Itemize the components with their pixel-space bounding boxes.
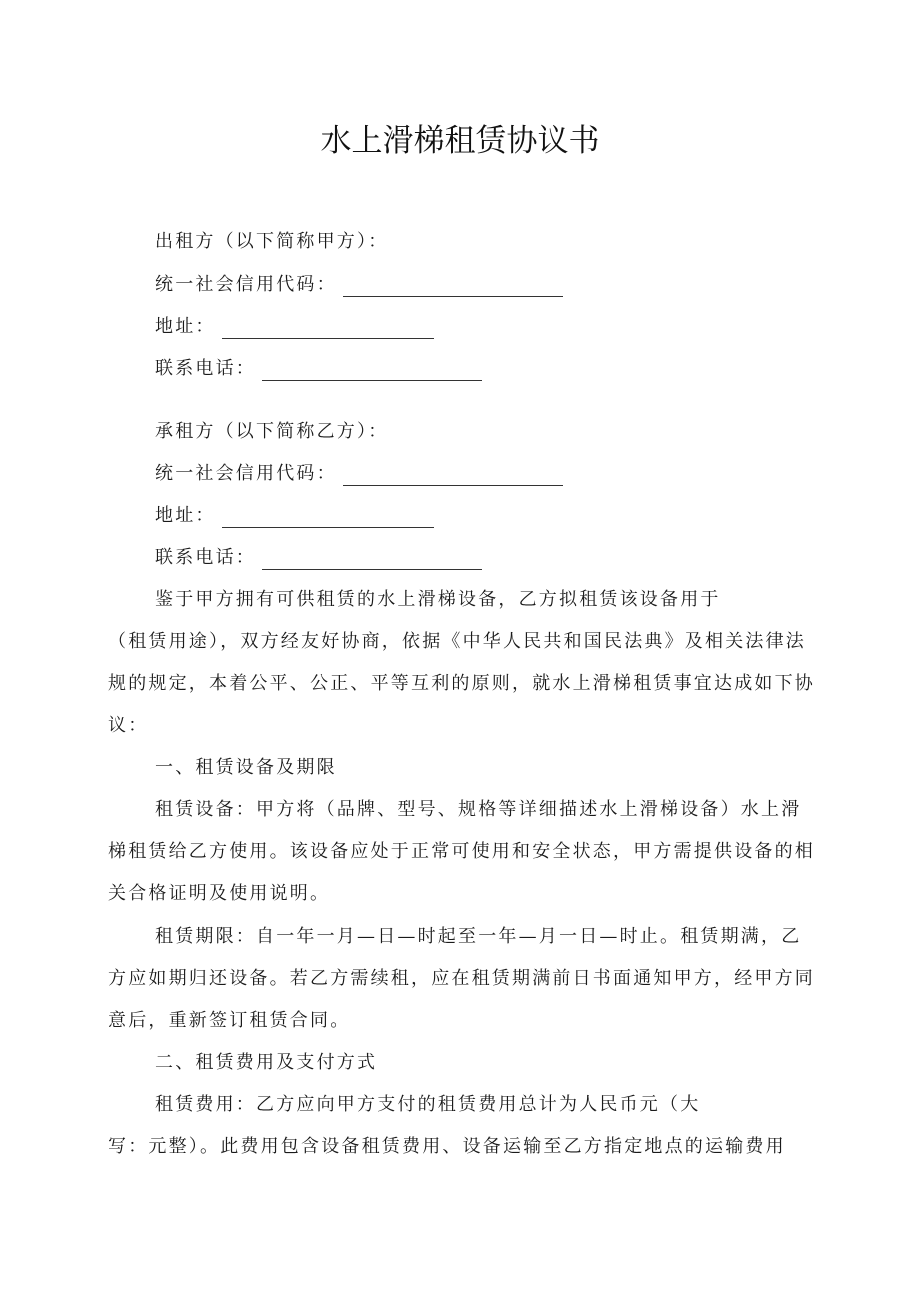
lessee-credit-code-label: 统一社会信用代码：: [155, 463, 337, 484]
lessor-phone-label: 联系电话：: [155, 358, 256, 379]
document-title: 水上滑梯租赁协议书: [320, 123, 600, 159]
paragraph-line: 写：元整）。此费用包含设备租赁费用、设备运输至乙方指定地点的运输费用: [108, 1136, 786, 1157]
lessor-address-row: [155, 315, 434, 339]
paragraph-line: 关合格证明及使用说明。: [108, 883, 331, 904]
lessee-credit-code-row: [155, 462, 563, 486]
lessee-credit-code-blank[interactable]: [343, 467, 563, 486]
lessor-phone-blank[interactable]: [262, 362, 482, 381]
lessor-address-label: 地址：: [155, 316, 216, 337]
lessor-heading: 出租方（以下简称甲方）：: [155, 231, 389, 252]
lessor-phone-row: [155, 357, 482, 381]
lessor-credit-code-blank[interactable]: [343, 278, 563, 297]
lessee-phone-blank[interactable]: [262, 551, 482, 570]
lessee-address-label: 地址：: [155, 505, 216, 526]
preamble-line: 规的规定，本着公平、公正、平等互利的原则，就水上滑梯租赁事宜达成如下协: [108, 673, 815, 694]
preamble-line: 鉴于甲方拥有可供租赁的水上滑梯设备，乙方拟租赁该设备用于: [155, 589, 721, 610]
lessee-address-blank[interactable]: [222, 509, 434, 528]
paragraph-line: 梯租赁给乙方使用。该设备应处于正常可使用和安全状态，甲方需提供设备的相: [108, 841, 815, 862]
section-heading: 一、租赁设备及期限: [155, 757, 337, 778]
section-heading: 二、租赁费用及支付方式: [155, 1052, 378, 1073]
preamble-line: 议：: [108, 715, 149, 736]
lessor-credit-code-label: 统一社会信用代码：: [155, 274, 337, 295]
paragraph-line: 租赁期限：自一年一月—日—时起至一年—月一日—时止。租赁期满，乙: [155, 926, 802, 947]
paragraph-line: 租赁费用：乙方应向甲方支付的租赁费用总计为人民币元（大: [155, 1094, 701, 1115]
paragraph-line: 租赁设备：甲方将（品牌、型号、规格等详细描述水上滑梯设备）水上滑: [155, 799, 802, 820]
lessee-address-row: [155, 504, 434, 528]
lessor-credit-code-row: [155, 273, 563, 297]
paragraph-line: 方应如期归还设备。若乙方需续租，应在租赁期满前日书面通知甲方，经甲方同: [108, 968, 815, 989]
paragraph-line: 意后，重新签订租赁合同。: [108, 1010, 351, 1031]
lessee-phone-label: 联系电话：: [155, 547, 256, 568]
lessee-phone-row: [155, 546, 482, 570]
lessee-heading: 承租方（以下简称乙方）：: [155, 421, 389, 442]
lessor-address-blank[interactable]: [222, 320, 434, 339]
preamble-line: （租赁用途），双方经友好协商，依据《中华人民共和国民法典》及相关法律法: [108, 631, 806, 652]
